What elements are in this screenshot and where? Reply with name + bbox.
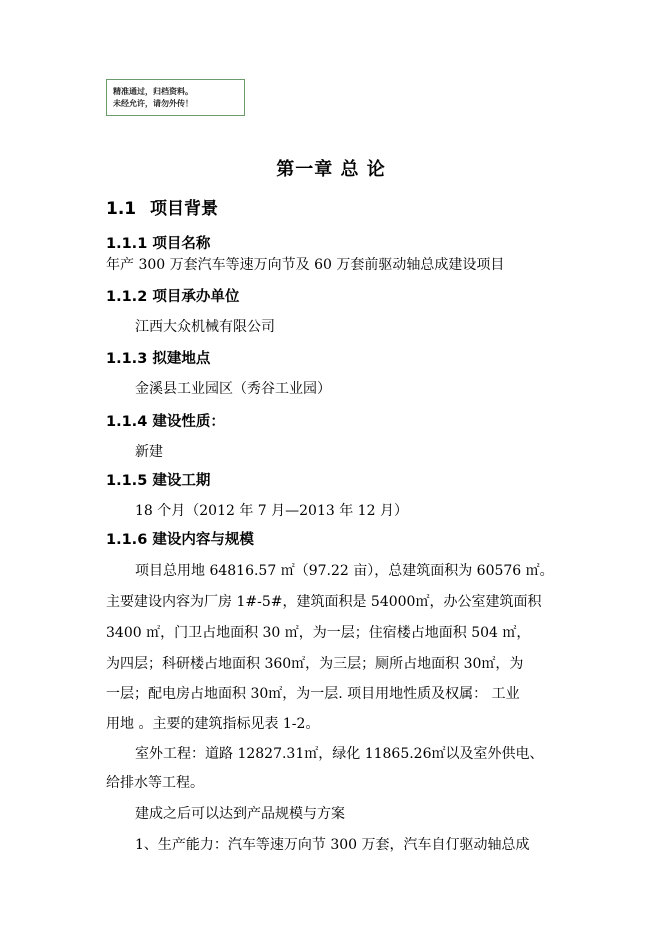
subsection-heading: 1.1.5 建设工期 (106, 473, 211, 489)
section-title: 项目背景 (150, 199, 219, 219)
section-number: 1.1 (106, 199, 137, 219)
subsection-heading: 1.1.2 项目承办单位 (106, 289, 240, 305)
body-line: 一层；配电房占地面积 30㎡，为一层. 项目用地性质及权属： 工业 (106, 686, 520, 702)
body-line: 项目总用地 64816.57 ㎡（97.22 亩），总建筑面积为 60576 ㎡。 (135, 563, 554, 579)
section-heading (106, 194, 218, 219)
project-name-text: 年产 300 万套汽车等速万向节及 60 万套前驱动轴总成建设项目 (106, 257, 505, 273)
body-line: 3400 ㎡，门卫占地面积 30 ㎡，为一层；住宿楼占地面积 504 ㎡， (106, 625, 531, 641)
subsection-heading: 1.1.4 建设性质： (106, 414, 225, 430)
body-line: 用地 。主要的建筑指标见表 1-2。 (106, 716, 320, 732)
subsection-heading: 1.1.6 建设内容与规模 (106, 532, 254, 548)
body-line: 为四层；科研楼占地面积 360㎡，为三层；厕所占地面积 30㎡，为 (106, 656, 524, 672)
subsection-heading: 1.1.3 拟建地点 (106, 351, 211, 367)
subsection-heading: 1.1.1 项目名称 (106, 236, 211, 252)
body-line: 主要建设内容为厂房 1#-5#，建筑面积是 54000㎡，办公室建筑面积 (106, 594, 542, 610)
stamp-line-2: 未经允许，请勿外传！ (113, 98, 193, 108)
body-line: 给排水等工程。 (106, 775, 204, 791)
location-text: 金溪县工业园区（秀谷工业园） (135, 381, 331, 397)
chapter-title: 第一章 总 论 (276, 159, 386, 180)
body-line: 室外工程：道路 12827.31㎡，绿化 11865.26㎡以及室外供电、 (135, 746, 544, 762)
stamp-line-1: 精准通过，归档资料。 (113, 86, 193, 96)
body-line: 1、生产能力：汽车等速万向节 300 万套，汽车自仃驱动轴总成 (135, 837, 530, 853)
body-line: 建成之后可以达到产品规模与方案 (135, 806, 345, 822)
organizer-text: 江西大众机械有限公司 (135, 319, 275, 335)
construction-period-text: 18 个月（2012 年 7 月—2013 年 12 月） (135, 503, 408, 519)
construction-nature-text: 新建 (135, 444, 163, 460)
approval-stamp (106, 79, 245, 116)
